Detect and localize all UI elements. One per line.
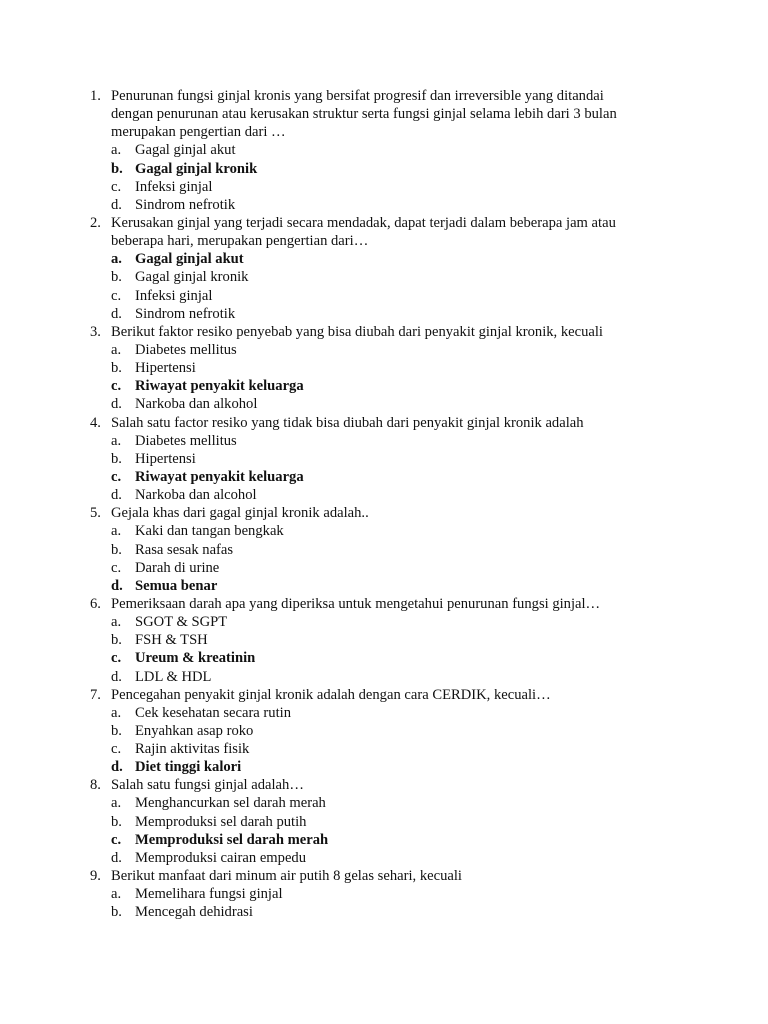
option-letter: a. <box>111 886 122 903</box>
answer-option <box>90 287 750 305</box>
option-text: Infeksi ginjal <box>135 287 213 304</box>
answer-option-correct <box>90 250 750 268</box>
answer-option <box>90 359 750 377</box>
option-text: Darah di urine <box>135 559 220 576</box>
question-text-line: Penurunan fungsi ginjal kronis yang bersifat progresif dan irreversible yang ditandai <box>111 88 604 104</box>
answer-option-correct <box>90 468 750 486</box>
answer-option <box>90 885 750 903</box>
question-text-line: Kerusakan ginjal yang terjadi secara mendadak, dapat terjadi dalam beberapa jam atau <box>111 214 616 231</box>
question-stem <box>90 414 750 432</box>
question-item <box>90 867 750 921</box>
question-text-line: Salah satu fungsi ginjal adalah… <box>111 777 304 794</box>
option-text: Riwayat penyakit keluarga <box>135 468 304 485</box>
option-letter: b. <box>111 160 123 177</box>
answer-option <box>90 559 750 577</box>
answer-option-correct <box>90 377 750 395</box>
answer-option <box>90 740 750 758</box>
answer-option-correct <box>90 831 750 849</box>
option-letter: b. <box>111 541 122 558</box>
answer-option <box>90 341 750 359</box>
question-text-line: Berikut faktor resiko penyebab yang bisa diubah dari penyakit ginjal kronik, kecuali <box>111 323 603 340</box>
option-text: Semua benar <box>135 577 218 594</box>
answer-option-correct <box>90 160 750 178</box>
question-item <box>90 214 750 323</box>
option-letter: d. <box>111 396 122 413</box>
answer-option <box>90 305 750 323</box>
option-letter: b. <box>111 904 122 921</box>
answer-option <box>90 450 750 468</box>
answer-option <box>90 541 750 559</box>
option-letter: c. <box>111 378 122 395</box>
option-letter: b. <box>111 632 122 649</box>
answer-option <box>90 794 750 812</box>
option-letter: c. <box>111 650 122 667</box>
option-text: Kaki dan tangan bengkak <box>135 523 284 540</box>
question-stem <box>90 867 750 885</box>
question-item <box>90 87 750 214</box>
question-text-line: Salah satu factor resiko yang tidak bisa diubah dari penyakit ginjal kronik adalah <box>111 414 584 431</box>
answer-option <box>90 432 750 450</box>
answer-option <box>90 196 750 214</box>
option-letter: a. <box>111 614 122 631</box>
question-list <box>90 87 750 921</box>
answer-option <box>90 613 750 631</box>
option-letter: d. <box>111 668 122 685</box>
option-letter: b. <box>111 269 122 286</box>
answer-option-correct <box>90 758 750 776</box>
answer-option <box>90 268 750 286</box>
question-item <box>90 686 750 777</box>
question-item <box>90 776 750 867</box>
question-stem <box>90 686 750 704</box>
question-text-line: Berikut manfaat dari minum air putih 8 gelas sehari, kecuali <box>111 868 462 885</box>
option-letter: d. <box>111 759 123 776</box>
option-letter: b. <box>111 450 122 467</box>
answer-option <box>90 522 750 540</box>
option-text: Narkoba dan alkohol <box>135 396 258 413</box>
question-text-line: Pencegahan penyakit ginjal kronik adalah dengan cara CERDIK, kecuali… <box>111 686 551 703</box>
question-stem <box>90 595 750 613</box>
answer-option <box>90 631 750 649</box>
option-text: Diabetes mellitus <box>135 432 237 449</box>
option-text: Mencegah dehidrasi <box>135 904 253 921</box>
option-text: Memproduksi cairan empedu <box>135 849 307 866</box>
option-text: Sindrom nefrotik <box>135 196 236 213</box>
option-letter: d. <box>111 196 122 213</box>
option-letter: b. <box>111 360 122 377</box>
question-item <box>90 504 750 595</box>
option-text: Rajin aktivitas fisik <box>135 741 250 758</box>
question-stem <box>90 87 750 141</box>
option-letter: a. <box>111 341 122 358</box>
option-text: Gagal ginjal kronik <box>135 160 258 177</box>
option-letter: b. <box>111 813 122 830</box>
answer-option <box>90 178 750 196</box>
option-text: Memelihara fungsi ginjal <box>135 886 283 903</box>
question-number: 1. <box>90 88 101 104</box>
option-letter: a. <box>111 704 122 721</box>
question-stem <box>90 323 750 341</box>
option-letter: c. <box>111 178 122 195</box>
question-number: 2. <box>90 214 101 231</box>
option-text: Enyahkan asap roko <box>135 722 254 739</box>
question-text-line: merupakan pengertian dari … <box>111 124 286 141</box>
option-letter: a. <box>111 432 122 449</box>
answer-option <box>90 849 750 867</box>
option-text: LDL & HDL <box>135 668 212 685</box>
option-text: Hipertensi <box>135 360 196 377</box>
option-text: Menghancurkan sel darah merah <box>135 795 326 812</box>
question-item <box>90 414 750 505</box>
option-letter: a. <box>111 142 122 159</box>
option-text: Sindrom nefrotik <box>135 305 236 322</box>
answer-option <box>90 486 750 504</box>
option-letter: a. <box>111 523 122 540</box>
option-letter: d. <box>111 849 122 866</box>
question-number: 7. <box>90 686 101 703</box>
question-item <box>90 323 750 414</box>
answer-option <box>90 722 750 740</box>
option-text: Infeksi ginjal <box>135 178 213 195</box>
option-letter: c. <box>111 559 122 576</box>
option-letter: d. <box>111 305 122 322</box>
answer-option <box>90 813 750 831</box>
question-number: 6. <box>90 595 101 612</box>
option-text: Riwayat penyakit keluarga <box>135 378 304 395</box>
option-text: Rasa sesak nafas <box>135 541 234 558</box>
option-text: Hipertensi <box>135 450 196 467</box>
option-letter: c. <box>111 741 122 758</box>
question-text-line: dengan penurunan atau kerusakan struktur serta fungsi ginjal selama lebih dari 3 bulan <box>111 106 617 123</box>
question-stem <box>90 776 750 794</box>
option-text: Gagal ginjal akut <box>135 251 244 268</box>
question-number: 5. <box>90 505 101 522</box>
answer-option <box>90 395 750 413</box>
question-number: 3. <box>90 323 101 340</box>
option-text: SGOT & SGPT <box>135 614 228 631</box>
option-letter: a. <box>111 795 122 812</box>
option-text: Diet tinggi kalori <box>135 759 242 776</box>
option-text: Gagal ginjal akut <box>135 142 236 159</box>
option-letter: a. <box>111 251 122 268</box>
question-stem <box>90 214 750 250</box>
answer-option <box>90 141 750 159</box>
question-text-line: Pemeriksaan darah apa yang diperiksa untuk mengetahui penurunan fungsi ginjal… <box>111 595 601 612</box>
option-text: Gagal ginjal kronik <box>135 269 249 286</box>
option-text: FSH & TSH <box>135 632 208 649</box>
option-text: Narkoba dan alcohol <box>135 487 257 504</box>
question-text-line: beberapa hari, merupakan pengertian dari… <box>111 233 369 250</box>
answer-option <box>90 668 750 686</box>
option-letter: c. <box>111 468 122 485</box>
option-text: Cek kesehatan secara rutin <box>135 704 291 721</box>
question-number: 9. <box>90 868 101 885</box>
answer-option-correct <box>90 649 750 667</box>
question-number: 4. <box>90 414 101 431</box>
option-text: Diabetes mellitus <box>135 341 237 358</box>
option-text: Ureum & kreatinin <box>135 650 256 667</box>
option-letter: c. <box>111 287 122 304</box>
question-item <box>90 595 750 686</box>
question-stem <box>90 504 750 522</box>
option-letter: b. <box>111 722 122 739</box>
option-text: Memproduksi sel darah putih <box>135 813 307 830</box>
option-letter: d. <box>111 577 123 594</box>
option-letter: c. <box>111 831 122 848</box>
question-text-line: Gejala khas dari gagal ginjal kronik adalah.. <box>111 505 369 522</box>
option-text: Memproduksi sel darah merah <box>135 831 329 848</box>
question-number: 8. <box>90 777 101 794</box>
answer-option <box>90 903 750 921</box>
answer-option-correct <box>90 577 750 595</box>
answer-option <box>90 704 750 722</box>
option-letter: d. <box>111 487 122 504</box>
